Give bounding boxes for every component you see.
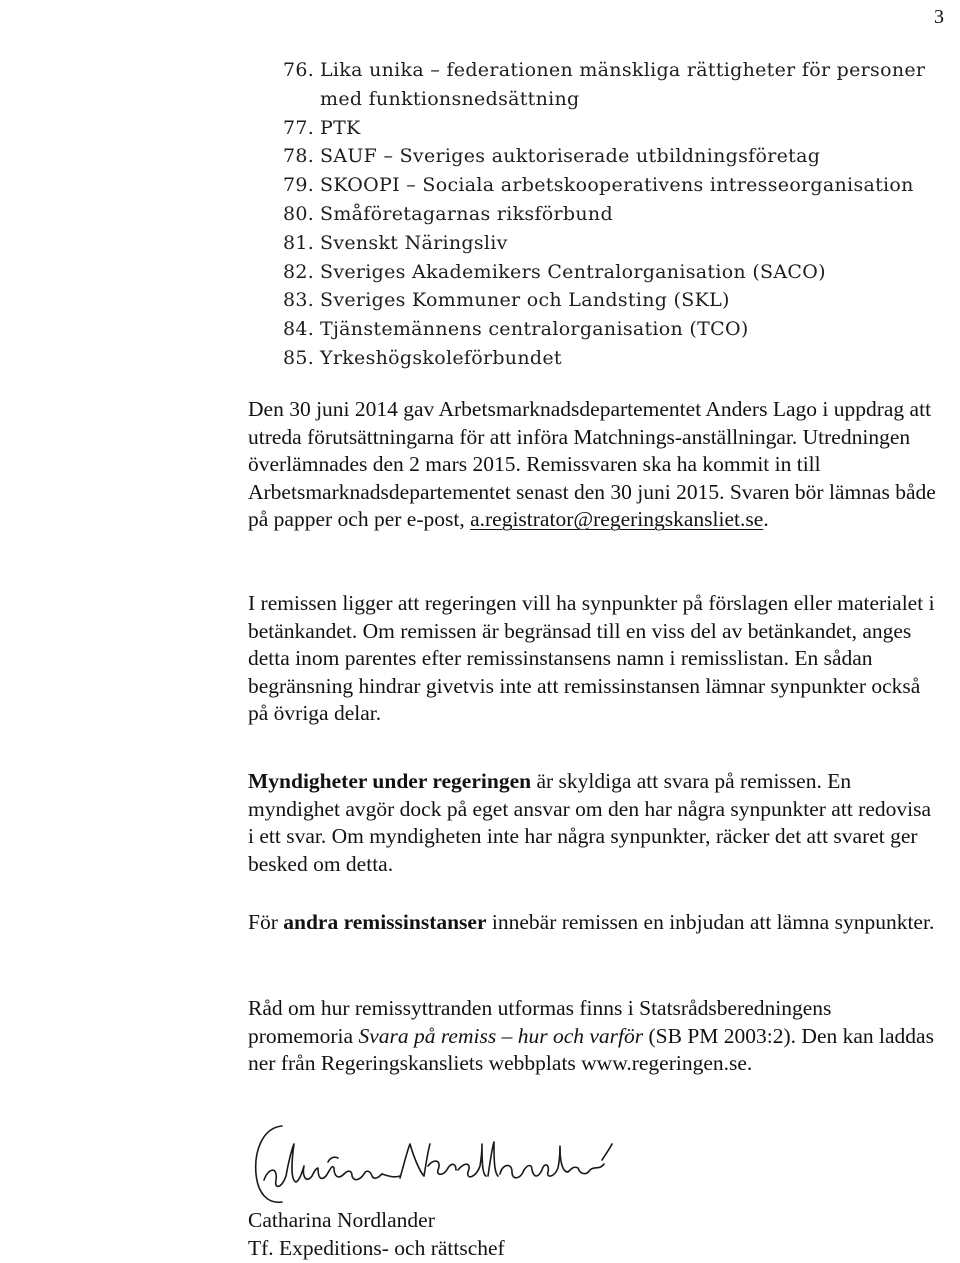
list-item-number: 84. bbox=[283, 318, 315, 341]
list-item-text: Svenskt Näringsliv bbox=[320, 231, 508, 254]
publication-title: Svara på remiss – hur och varför bbox=[358, 1023, 644, 1048]
list-item bbox=[283, 171, 943, 200]
signer-title: Tf. Expeditions- och rättschef bbox=[248, 1236, 505, 1260]
paragraph-deadline bbox=[248, 396, 938, 534]
authorities-heading: Myndigheter under regeringen bbox=[248, 769, 532, 793]
paragraph-deadline-text: Den 30 juni 2014 gav Arbetsmarknadsdepartementet Anders Lago i uppdrag att utreda förutsättningarna för att införa Matchnings-anställningar. Utredningen överlämnades den 2 mars 2015. Remissvaren ska ha kommit in till Arbetsmarknadsdepartementet senast den 30 juni 2015. Svaren bör lämnas både på papper och per e-post, bbox=[248, 397, 936, 532]
email-link[interactable]: a.registrator@regeringskansliet.se bbox=[470, 507, 764, 532]
list-item-number: 81. bbox=[283, 231, 315, 254]
list-item-text: Sveriges Kommuner och Landsting (SKL) bbox=[320, 289, 730, 312]
list-item bbox=[283, 344, 943, 373]
signer-name: Catharina Nordlander bbox=[248, 1208, 435, 1232]
signer-block bbox=[248, 1206, 505, 1262]
paragraph-scope: I remissen ligger att regeringen vill ha synpunkter på förslagen eller materialet i betänkandet. Om remissen är begränsad till en viss del av betänkandet, anges detta inom parentes efter remissinstansens namn i remisslistan. En sådan begränsning hindrar givetvis inte att remissinstansen lämnar synpunkter också på övriga delar. bbox=[248, 591, 935, 726]
list-item-number: 79. bbox=[283, 174, 315, 197]
list-item bbox=[283, 200, 943, 229]
list-item-text: Småföretagarnas riksförbund bbox=[320, 202, 613, 225]
list-item-number: 77. bbox=[283, 116, 315, 139]
list-item bbox=[283, 315, 943, 344]
other-bodies-text: innebär remissen en inbjudan att lämna synpunkter. bbox=[486, 910, 935, 934]
list-item-number: 82. bbox=[283, 260, 315, 283]
list-item bbox=[283, 142, 943, 171]
advice-intro: Råd om hur remissyttranden utformas finns i Statsrådsberedningens promemoria bbox=[248, 996, 832, 1048]
list-item-text: SKOOPI – Sociala arbetskooperativens intresseorganisation bbox=[320, 174, 914, 197]
remiss-list bbox=[283, 56, 943, 373]
list-item-number: 83. bbox=[283, 289, 315, 312]
handwritten-signature bbox=[238, 1118, 618, 1214]
paragraph-authorities bbox=[248, 768, 938, 878]
list-item bbox=[283, 258, 943, 287]
other-bodies-intro: För bbox=[248, 910, 284, 934]
list-item-text: Lika unika – federationen mänskliga rättigheter för personer med funktionsnedsättning bbox=[320, 59, 926, 110]
list-item-text: Sveriges Akademikers Centralorganisation (SACO) bbox=[320, 260, 826, 283]
list-item-number: 80. bbox=[283, 202, 315, 225]
paragraph-advice bbox=[248, 995, 938, 1078]
other-bodies-heading: andra remissinstanser bbox=[283, 910, 487, 934]
page-number: 3 bbox=[934, 6, 944, 28]
email-trailing-period: . bbox=[763, 507, 769, 532]
advice-text: (SB PM 2003:2). Den kan laddas ner från Regeringskansliets webbplats www.regeringen.se. bbox=[248, 1023, 934, 1076]
paragraph-other-bodies bbox=[248, 909, 938, 937]
list-item bbox=[283, 114, 943, 143]
list-item-text: Tjänstemännens centralorganisation (TCO) bbox=[320, 318, 749, 341]
list-item-text: PTK bbox=[320, 116, 361, 139]
list-item bbox=[283, 56, 943, 114]
authorities-text: är skyldiga att svara på remissen. En myndighet avgör dock på eget ansvar om den har några synpunkter att redovisa i ett svar. Om myndigheten inte har några synpunkter, räcker det att svaret ger besked om detta. bbox=[248, 769, 932, 876]
list-item-number: 76. bbox=[283, 59, 315, 81]
list-item-text: SAUF – Sveriges auktoriserade utbildningsföretag bbox=[320, 145, 821, 168]
list-item-number: 78. bbox=[283, 145, 315, 168]
list-item-text: Yrkeshögskoleförbundet bbox=[320, 346, 562, 369]
list-item bbox=[283, 229, 943, 258]
list-item bbox=[283, 286, 943, 315]
list-item-number: 85. bbox=[283, 346, 315, 369]
